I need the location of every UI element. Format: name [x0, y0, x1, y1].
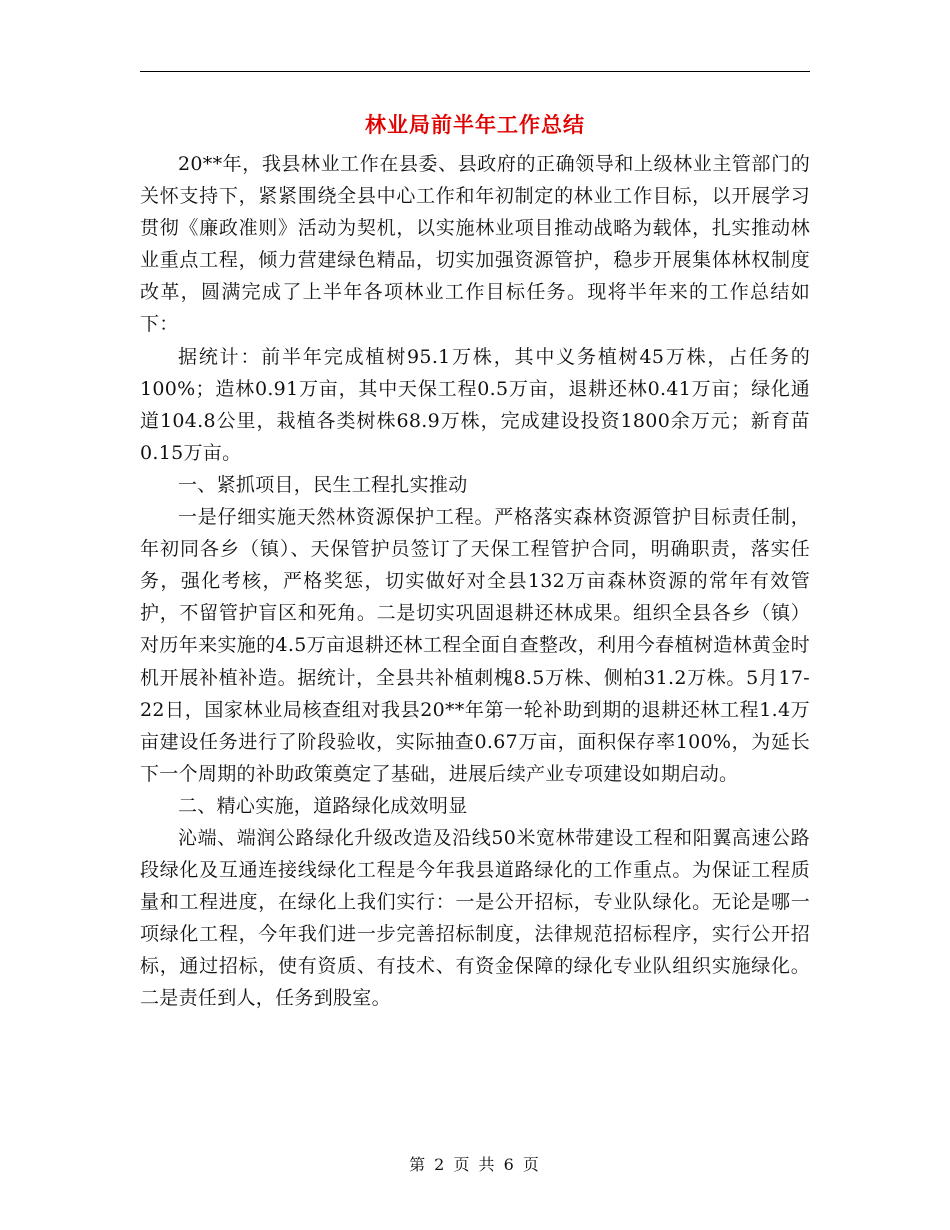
statistics-paragraph: 据统计：前半年完成植树95.1万株，其中义务植树45万株，占任务的100%；造林0.91万亩，其中天保工程0.5万亩，退耕还林0.41万亩；绿化通道104.8公里，栽植各类树株68.9万株，完成建设投资1800余万元；新育苗0.15万亩。: [140, 345, 810, 464]
section-2-paragraph: 沁端、端润公路绿化升级改造及沿线50米宽林带建设工程和阳翼高速公路段绿化及互通连接线绿化工程是今年我县道路绿化的工作重点。为保证工程质量和工程进度，在绿化上我们实行：一是公开招标，专业队绿化。无论是哪一项绿化工程，今年我们进一步完善招标制度，法律规范招标程序，实行公开招标，通过招标，使有资质、有技术、有资金保障的绿化专业队组织实施绿化。二是责任到人，任务到股室。: [140, 826, 810, 1010]
document-body: [140, 148, 810, 1015]
section-heading-1: 一、紧抓项目，民生工程扎实推动: [178, 473, 468, 496]
section-heading-2: 二、精心实施，道路绿化成效明显: [178, 794, 468, 817]
document-title: 林业局前半年工作总结: [365, 112, 585, 137]
page-number-footer: 第 2 页 共 6 页: [409, 1155, 541, 1174]
section-1-paragraph: 一是仔细实施天然林资源保护工程。严格落实森林资源管护目标责任制，年初同各乡（镇）、天保管护员签订了天保工程管护合同，明确职责，落实任务，强化考核，严格奖惩，切实做好对全县132万亩森林资源的常年有效管护，不留管护盲区和死角。二是切实巩固退耕还林成果。组织全县各乡（镇）对历年来实施的4.5万亩退耕还林工程全面自查整改，利用今春植树造林黄金时机开展补植补造。据统计，全县共补植刺槐8.5万株、侧柏31.2万株。5月17-22日，国家林业局核查组对我县20**年第一轮补助到期的退耕还林工程1.4万亩建设任务进行了阶段验收，实际抽查0.67万亩，面积保存率100%，为延长下一个周期的补助政策奠定了基础，进展后续产业专项建设如期启动。: [140, 506, 810, 785]
header-rule: [140, 71, 810, 72]
intro-paragraph: 20**年，我县林业工作在县委、县政府的正确领导和上级林业主管部门的关怀支持下，紧紧围绕全县中心工作和年初制定的林业工作目标，以开展学习贯彻《廉政准则》活动为契机，以实施林业项目推动战略为载体，扎实推动林业重点工程，倾力营建绿色精品，切实加强资源管护，稳步开展集体林权制度改革，圆满完成了上半年各项林业工作目标任务。现将半年来的工作总结如下：: [140, 153, 810, 336]
